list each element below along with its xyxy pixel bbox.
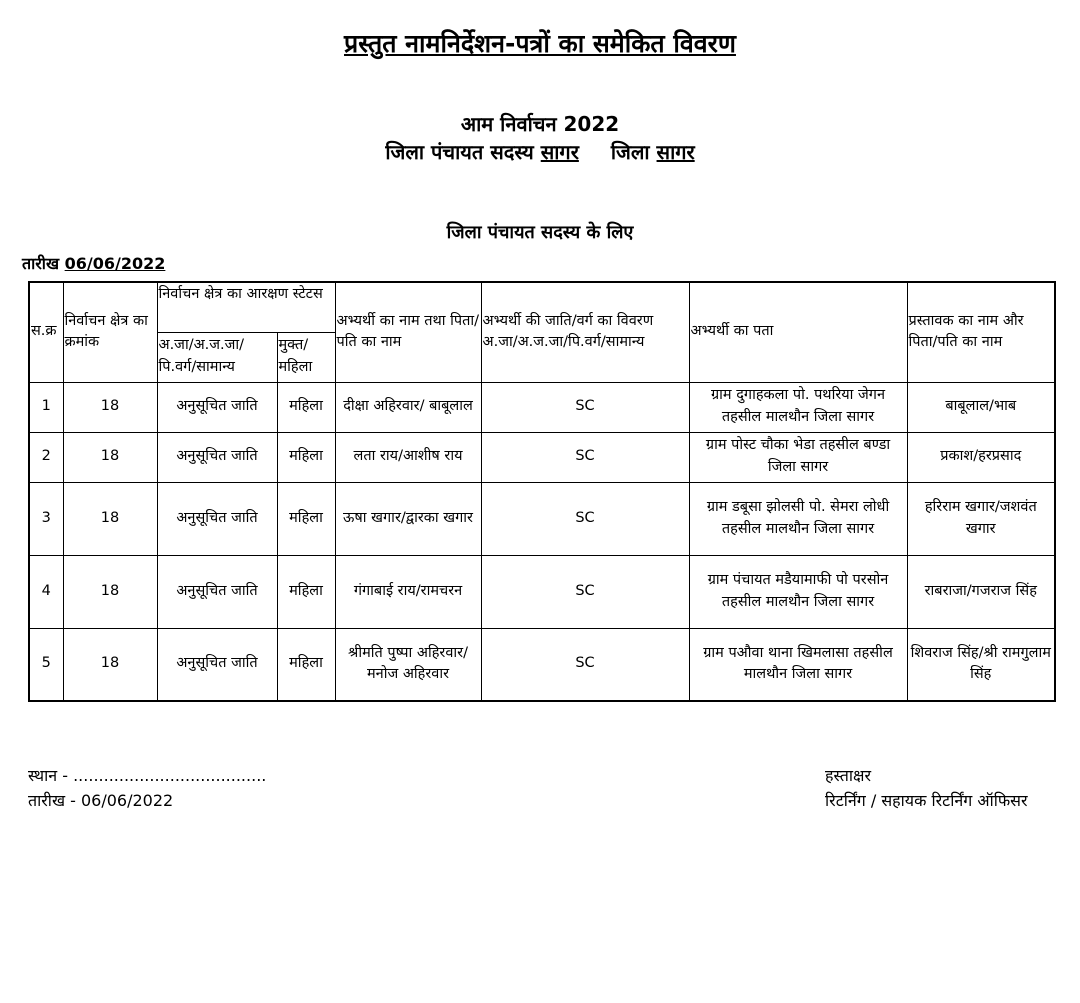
cell-address: ग्राम पोस्ट चौका भेडा तहसील बण्डा जिला सागर	[689, 432, 907, 482]
cell-free-women: महिला	[277, 555, 335, 628]
cell-address: ग्राम डबूसा झोलसी पो. सेमरा लोधी तहसील मालथौन जिला सागर	[689, 482, 907, 555]
cell-sno: 3	[29, 482, 63, 555]
header-proposer: प्रस्तावक का नाम और पिता/पति का नाम	[907, 282, 1055, 382]
cell-constituency: 18	[63, 432, 157, 482]
cell-proposer: राबराजा/गजराज सिंह	[907, 555, 1055, 628]
table-row	[29, 555, 1055, 628]
cell-candidate: लता राय/आशीष राय	[335, 432, 481, 482]
cell-category: अनुसूचित जाति	[157, 628, 277, 701]
cell-caste: SC	[481, 482, 689, 555]
cell-candidate: गंगाबाई राय/रामचरन	[335, 555, 481, 628]
table-row	[29, 432, 1055, 482]
cell-candidate: दीक्षा अहिरवार/ बाबूलाल	[335, 382, 481, 432]
district-label: जिला	[610, 140, 650, 164]
cell-address: ग्राम पंचायत मडैयामाफी पो परसोन तहसील मालथौन जिला सागर	[689, 555, 907, 628]
cell-address: ग्राम दुगाहकला पो. पथरिया जेगन तहसील मालथौन जिला सागर	[689, 382, 907, 432]
cell-proposer: बाबूलाल/भाब	[907, 382, 1055, 432]
header-sno: स.क्र	[29, 282, 63, 382]
cell-proposer: शिवराज सिंह/श्री रामगुलाम सिंह	[907, 628, 1055, 701]
cell-free-women: महिला	[277, 482, 335, 555]
cell-caste: SC	[481, 628, 689, 701]
header-date	[22, 252, 165, 274]
nominations-table	[28, 281, 1056, 702]
header-date-value: 06/06/2022	[64, 254, 166, 273]
cell-proposer: हरिराम खगार/जशवंत खगार	[907, 482, 1055, 555]
cell-caste: SC	[481, 432, 689, 482]
header-address: अभ्यर्थी का पता	[689, 282, 907, 382]
body-district-heading	[0, 138, 1080, 165]
cell-proposer: प्रकाश/हरप्रसाद	[907, 432, 1055, 482]
cell-category: अनुसूचित जाति	[157, 555, 277, 628]
cell-free-women: महिला	[277, 432, 335, 482]
header-category: अ.जा/अ.ज.जा/ पि.वर्ग/सामान्य	[157, 332, 277, 382]
cell-sno: 4	[29, 555, 63, 628]
district-place: सागर	[656, 140, 695, 164]
cell-constituency: 18	[63, 555, 157, 628]
cell-constituency: 18	[63, 482, 157, 555]
for-heading: जिला पंचायत सदस्य के लिए	[446, 222, 634, 243]
cell-sno: 5	[29, 628, 63, 701]
cell-constituency: 18	[63, 628, 157, 701]
header-date-label: तारीख	[22, 254, 60, 273]
cell-category: अनुसूचित जाति	[157, 482, 277, 555]
cell-constituency: 18	[63, 382, 157, 432]
header-constituency: निर्वाचन क्षेत्र का क्रमांक	[63, 282, 157, 382]
footer-place: स्थान - ......................................	[28, 766, 267, 785]
cell-category: अनुसूचित जाति	[157, 382, 277, 432]
table-header-row	[29, 282, 1055, 332]
body-label: जिला पंचायत सदस्य	[385, 140, 534, 164]
cell-free-women: महिला	[277, 382, 335, 432]
cell-candidate: श्रीमति पुष्पा अहिरवार/मनोज अहिरवार	[335, 628, 481, 701]
footer-signature: हस्ताक्षर	[825, 766, 872, 785]
header-candidate: अभ्यर्थी का नाम तथा पिता/पति का नाम	[335, 282, 481, 382]
header-free-women: मुक्त/ महिला	[277, 332, 335, 382]
cell-caste: SC	[481, 555, 689, 628]
cell-sno: 1	[29, 382, 63, 432]
body-place: सागर	[540, 140, 579, 164]
header-caste: अभ्यर्थी की जाति/वर्ग का विवरण अ.जा/अ.ज.जा/पि.वर्ग/सामान्य	[481, 282, 689, 382]
table-row	[29, 628, 1055, 701]
document-title: प्रस्तुत नामनिर्देशन-पत्रों का समेकित विवरण	[344, 29, 736, 58]
cell-candidate: ऊषा खगार/द्वारका खगार	[335, 482, 481, 555]
cell-sno: 2	[29, 432, 63, 482]
header-reservation: निर्वाचन क्षेत्र का आरक्षण स्टेटस	[157, 282, 335, 332]
table-row	[29, 382, 1055, 432]
cell-free-women: महिला	[277, 628, 335, 701]
table-row	[29, 482, 1055, 555]
election-heading: आम निर्वाचन 2022	[460, 112, 620, 136]
footer-officer: रिटर्निंग / सहायक रिटर्निंग ऑफिसर	[825, 791, 1028, 810]
footer-date: तारीख - 06/06/2022	[28, 791, 174, 810]
cell-address: ग्राम पऔवा थाना खिमलासा तहसील मालथौन जिला सागर	[689, 628, 907, 701]
cell-category: अनुसूचित जाति	[157, 432, 277, 482]
cell-caste: SC	[481, 382, 689, 432]
